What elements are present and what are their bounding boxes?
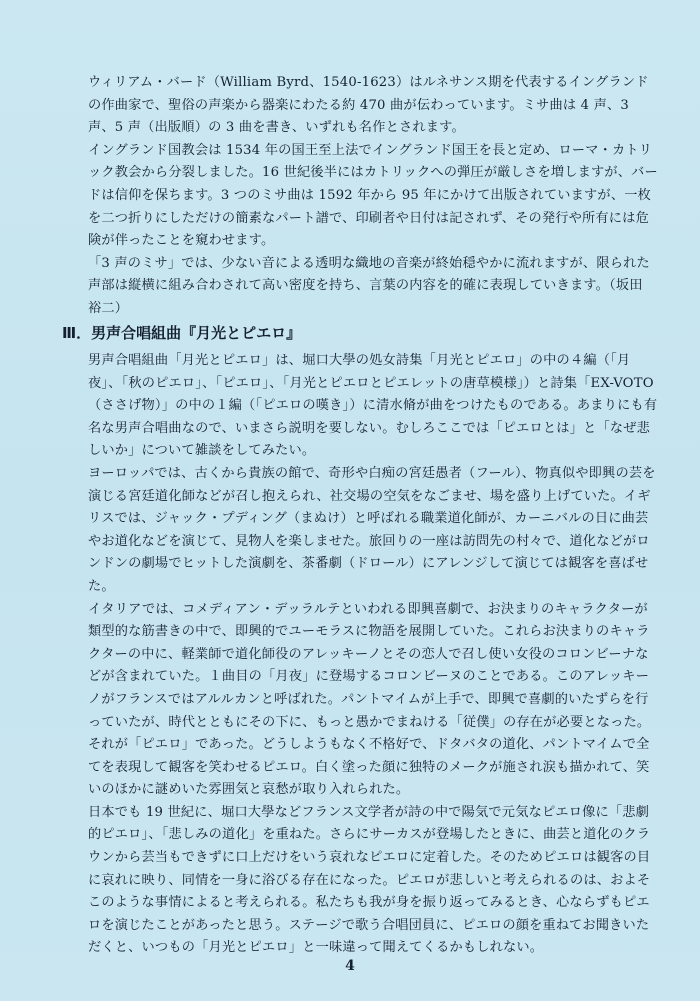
paragraph: ウィリアム・バード（William Byrd、1540-1623）はルネサンス期を代表するイングランドの作曲家で、聖俗の声楽から器楽にわたる約 470 曲が伝わっています。ミサ曲は 4 声、3 声、5 声（出版順）の 3 曲を書き、いずれも名作とされます。 [88, 75, 649, 136]
moonlight-pierrot-section [88, 350, 660, 960]
section-heading: Ⅲ．男声合唱組曲『月光とピエロ』 [62, 324, 302, 342]
page-number: 4 [345, 958, 355, 974]
paragraph: イタリアでは、コメディアン・デッラルテといわれる即興喜劇で、お決まりのキャラクターが類型的な筋書きの中で、即興的でユーモラスに物語を展開していた。これらお決まりのキャラクターの中に、軽業師で道化師役のアレッキーノとその恋人で召し使い女役のコロンビーナなどが含まれていた。１曲目の「月夜」に登場するコロンビーヌのことである。このアレッキーノがフランスではアルルカンと呼ばれた。パントマイムが上手で、即興で喜劇的いたずらを行っていたが、時代とともにその下に、もっと愚かでまねける「従僕」の存在が必要となった。それが「ピエロ」であった。どうしようもなく不格好で、ドタバタの道化、パントマイムで全てを表現して観客を笑わせるピエロ。白く塗った顔に独特のメークが施され涙も描かれて、笑いのほかに謎めいた雰囲気と哀愁が取り入れられた。 [88, 601, 651, 798]
paragraph: イングランド国教会は 1534 年の国王至上法でイングランド国王を長と定め、ローマ・カトリック教会から分裂しました。16 世紀後半にはカトリックへの弾圧が厳しさを増しますが、バードは信仰を保ちます。3 つのミサ曲は 1592 年から 95 年にかけて出版されていますが、一枚を二つ折りにしただけの簡素なパート譜で、印刷者や日付は記されず、その発行や所有には危険が伴ったことを窺わせます。 [88, 142, 658, 249]
paragraph: 日本でも 19 世紀に、堀口大學などフランス文学者が詩の中で陽気で元気なピエロ像に「悲劇的ピエロ」、「悲しみの道化」を重ねた。さらにサーカスが登場したときに、曲芸と道化のクラウンから芸当もできずに口上だけをいう哀れなピエロに定着した。そのためピエロは観客の目に哀れに映り、同情を一身に浴びる存在になった。ピエロが悲しいと考えられるのは、およそこのような事情によると考えられる。私たちも我が身を振り返ってみるとき、心ならずもピエロを演じたことがあったと思う。ステージで歌う合唱団員に、ピエロの顔を重ねてお聞きいただくと、いつもの「月光とピエロ」と一味違って聞えてくるかもしれない。 [88, 804, 651, 956]
paragraph: 男声合唱組曲「月光とピエロ」は、堀口大學の処女詩集「月光とピエロ」の中の４編（「月夜」、「秋のピエロ」、「ピエロ」、「月光とピエロとピエレットの唐草模様」）と詩集「EX-VOTO（ささげ物）」の中の１編（「ピエロの嘆き」）に清水脩が曲をつけたものである。あまりにも有名な男声合唱曲なので、いまさら説明を要しない。むしろここでは「ピエロとは」と「なぜ悲しいか」について雑談をしてみたい。 [88, 353, 658, 459]
paragraph: 「3 声のミサ」では、少ない音による透明な織地の音楽が終始穏やかに流れますが、限られた声部は縦横に組み合わされて高い密度を持ち、言葉の内容を的確に表現していきます。（坂田 裕二） [88, 255, 657, 316]
byrd-section [88, 72, 660, 321]
paragraph: ヨーロッパでは、古くから貴族の館で、奇形や白痴の宮廷愚者（フール）、物真似や即興の芸を演じる宮廷道化師などが召し抱えられ、社交場の空気をなごませ、場を盛り上げていた。イギリスでは、ジャック・プディング（まぬけ）と呼ばれる職業道化師が、カーニバルの日に曲芸やお道化などを演じて、見物人を楽しませた。旅回りの一座は訪問先の村々で、道化などがロンドンの劇場でヒットした演劇を、茶番劇（ドロール）にアレンジして演じては観客を喜ばせた。 [88, 465, 656, 594]
